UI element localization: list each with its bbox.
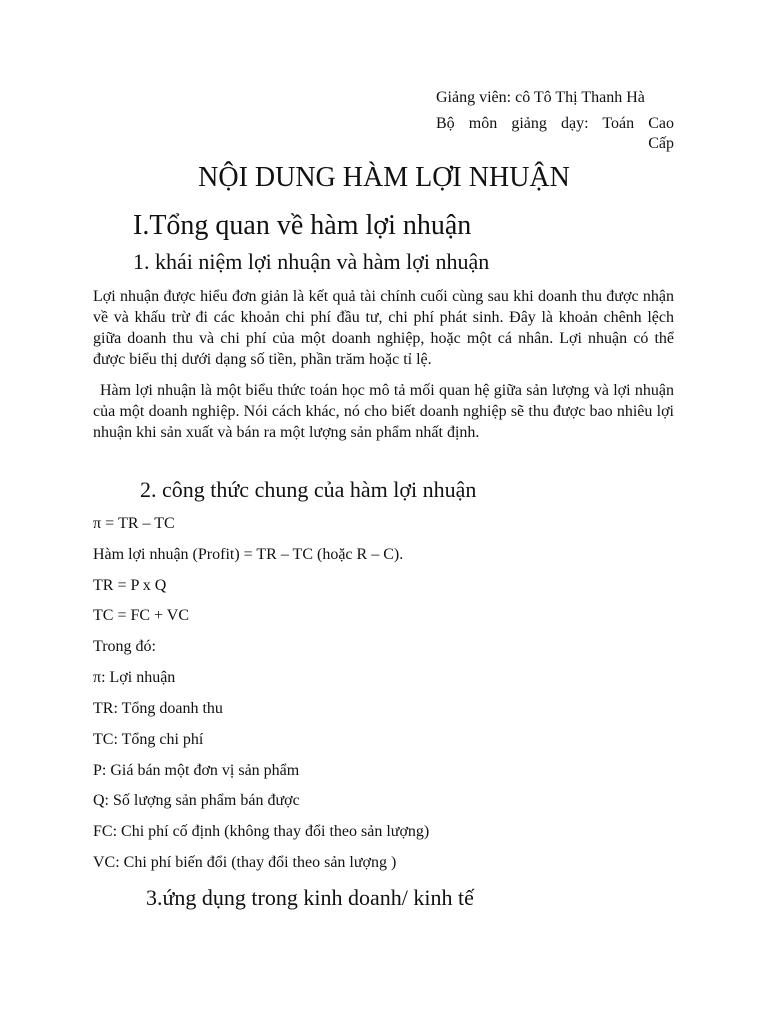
department-line: Bộ môn giảng dạy: Toán Cao — [436, 115, 674, 132]
definition-line: π: Lợi nhuận — [93, 669, 176, 686]
department-line-continued: Cấp — [648, 135, 674, 152]
section-heading-overview: I.Tổng quan về hàm lợi nhuận — [133, 210, 472, 241]
definition-line: VC: Chi phí biến đổi (thay đổi theo sản lượng ) — [93, 854, 397, 871]
paragraph-profit-definition: Lợi nhuận được hiểu đơn giản là kết quả tài chính cuối cùng sau khi doanh thu được nhận về và khấu trừ đi các khoản chi phí đầu tư, chi phí phát sinh. Đây là khoản chênh lệch giữa doanh thu và chi phí của một doanh nghiệp, hoặc một cá nhân. Lợi nhuận có thể được biểu thị dưới dạng số tiền, phần trăm hoặc tỉ lệ. — [93, 288, 674, 368]
definition-line: P: Giá bán một đơn vị sản phẩm — [93, 762, 300, 779]
subsection-heading-formula: 2. công thức chung của hàm lợi nhuận — [140, 477, 477, 502]
definition-line: Q: Số lượng sản phẩm bán được — [93, 792, 300, 809]
formula-line: π = TR – TC — [93, 515, 175, 532]
definition-line: TR: Tổng doanh thu — [93, 700, 223, 717]
formula-line: Hàm lợi nhuận (Profit) = TR – TC (hoặc R – C). — [93, 546, 404, 563]
paragraph-profit-function: Hàm lợi nhuận là một biểu thức toán học mô tả mối quan hệ giữa sản lượng và lợi nhuận của một doanh nghiệp. Nói cách khác, nó cho biết doanh nghiệp sẽ thu được bao nhiêu lợi nhuận khi sản xuất và bán ra một lượng sản phẩm nhất định. — [93, 382, 674, 441]
subsection-heading-concept: 1. khái niệm lợi nhuận và hàm lợi nhuận — [133, 249, 490, 274]
definition-line: TC: Tổng chi phí — [93, 731, 204, 748]
formula-line: TC = FC + VC — [93, 607, 189, 624]
document-title: NỘI DUNG HÀM LỢI NHUẬN — [198, 162, 570, 193]
lecturer-line: Giảng viên: cô Tô Thị Thanh Hà — [436, 89, 645, 106]
formula-line: TR = P x Q — [93, 577, 167, 594]
definition-line: FC: Chi phí cố định (không thay đổi theo sản lượng) — [93, 823, 430, 840]
formula-line: Trong đó: — [93, 638, 156, 655]
subsection-heading-applications: 3.ứng dụng trong kinh doanh/ kinh tế — [146, 885, 474, 910]
